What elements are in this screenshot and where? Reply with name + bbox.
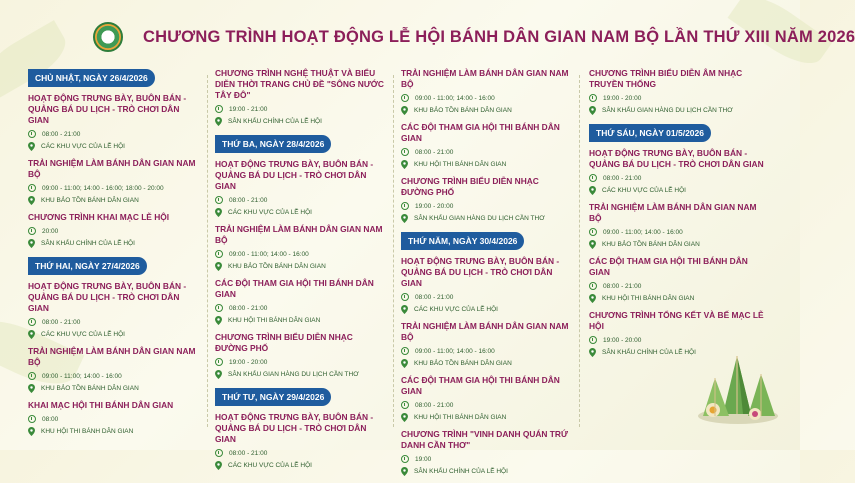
event-time [589, 94, 769, 102]
event-place [589, 294, 769, 303]
column-divider [207, 75, 208, 427]
event-title: TRẢI NGHIỆM LÀM BÁNH DÂN GIAN NAM BỘ [401, 321, 569, 342]
schedule-column-2 [215, 68, 387, 477]
event-place-text: KHU BẢO TỒN BÁNH DÂN GIAN [228, 263, 326, 270]
location-pin-icon [401, 106, 408, 115]
event-place [215, 262, 387, 271]
schedule-event [28, 212, 200, 248]
schedule-event [215, 332, 387, 379]
event-place [28, 196, 200, 205]
clock-icon [28, 184, 36, 192]
schedule-event [589, 68, 769, 115]
event-time [401, 148, 573, 156]
event-title: HOẠT ĐỘNG TRƯNG BÀY, BUÔN BÁN - QUẢNG BÁ DU LỊCH - TRÒ CHƠI DÂN GIAN [215, 412, 374, 444]
event-time [28, 227, 200, 235]
clock-icon [401, 347, 409, 355]
event-time [215, 196, 387, 204]
event-title: CHƯƠNG TRÌNH TỔNG KẾT VÀ BẾ MẠC LỄ HỘI [589, 310, 764, 331]
event-time [401, 455, 573, 463]
event-place [215, 316, 387, 325]
event-time-text: 09:00 - 11:00; 14:00 - 16:00 [415, 94, 495, 102]
location-pin-icon [215, 262, 222, 271]
event-title: CHƯƠNG TRÌNH BIỂU DIỄN NHẠC ĐƯỜNG PHỐ [215, 332, 353, 353]
column-divider [579, 75, 580, 427]
event-time [215, 105, 387, 113]
event-time-text: 19:00 - 20:00 [603, 336, 642, 344]
event-title: TRẢI NGHIỆM LÀM BÁNH DÂN GIAN NAM BỘ [401, 68, 569, 89]
event-place [589, 106, 769, 115]
event-title: CÁC ĐỘI THAM GIA HỘI THI BÁNH DÂN GIAN [401, 375, 560, 396]
event-place-text: SÂN KHẤU GIAN HÀNG DU LỊCH CẦN THƠ [414, 215, 545, 222]
clock-icon [401, 455, 409, 463]
event-time-text: 08:00 - 21:00 [229, 196, 268, 204]
event-title: CHƯƠNG TRÌNH BIỂU DIỄN NHẠC ĐƯỜNG PHỐ [401, 176, 539, 197]
event-title: CÁC ĐỘI THAM GIA HỘI THI BÁNH DÂN GIAN [589, 256, 748, 277]
header [0, 0, 855, 62]
schedule-event [401, 429, 573, 476]
schedule-column-3 [401, 68, 573, 483]
event-place-text: CÁC KHU VỰC CỦA LỄ HỘI [41, 331, 125, 338]
event-title: CHƯƠNG TRÌNH KHAI MẠC LỄ HỘI [28, 212, 170, 222]
event-time-text: 19:00 - 21:00 [229, 105, 268, 113]
schedule-event [215, 278, 387, 325]
event-time [589, 282, 769, 290]
clock-icon [215, 105, 223, 113]
event-title: HOẠT ĐỘNG TRƯNG BÀY, BUÔN BÁN - QUẢNG BÁ DU LỊCH - TRÒ CHƠI DÂN GIAN [28, 281, 187, 313]
day-badge: THỨ BA, NGÀY 28/4/2026 [215, 135, 331, 153]
event-time-text: 09:00 - 11:00; 14:00 - 16:00 [229, 250, 309, 258]
location-pin-icon [401, 214, 408, 223]
schedule-event [28, 281, 200, 339]
event-place [401, 214, 573, 223]
event-place-text: SÂN KHẤU CHÍNH CỦA LỄ HỘI [41, 240, 135, 247]
event-time [401, 94, 573, 102]
event-time-text: 09:00 - 11:00; 14:00 - 16:00; 18:00 - 20:00 [42, 184, 164, 192]
event-place [589, 240, 769, 249]
page-title: CHƯƠNG TRÌNH HOẠT ĐỘNG LỄ HỘI BÁNH DÂN GIAN NAM BỘ LẦN THỨ XIII NĂM 2026 [143, 28, 855, 46]
location-pin-icon [28, 427, 35, 436]
location-pin-icon [28, 196, 35, 205]
event-place [401, 106, 573, 115]
event-title: CÁC ĐỘI THAM GIA HỘI THI BÁNH DÂN GIAN [215, 278, 374, 299]
event-time-text: 08:00 - 21:00 [603, 282, 642, 290]
schedule-event [401, 176, 573, 223]
event-time [28, 415, 200, 423]
clock-icon [401, 401, 409, 409]
event-place [28, 384, 200, 393]
event-title: TRẢI NGHIỆM LÀM BÁNH DÂN GIAN NAM BỘ [28, 346, 196, 367]
event-time-text: 08:00 - 21:00 [42, 130, 81, 138]
clock-icon [401, 94, 409, 102]
event-place-text: KHU BẢO TỒN BÁNH DÂN GIAN [414, 360, 512, 367]
location-pin-icon [401, 413, 408, 422]
event-place [215, 370, 387, 379]
schedule-event [401, 256, 573, 314]
clock-icon [215, 250, 223, 258]
event-time-text: 19:00 [415, 455, 432, 463]
clock-icon [589, 174, 597, 182]
event-title: KHAI MẠC HỘI THI BÁNH DÂN GIAN [28, 400, 174, 410]
clock-icon [28, 227, 36, 235]
location-pin-icon [589, 186, 596, 195]
event-place-text: SÂN KHẤU CHÍNH CỦA LỄ HỘI [414, 468, 508, 475]
day-badge: THỨ HAI, NGÀY 27/4/2026 [28, 257, 147, 275]
event-place-text: KHU BẢO TỒN BÁNH DÂN GIAN [602, 241, 700, 248]
event-place [215, 461, 387, 470]
event-place [401, 413, 573, 422]
schedule-column-1 [28, 68, 200, 443]
location-pin-icon [401, 359, 408, 368]
schedule-event [401, 321, 573, 368]
event-time [589, 174, 769, 182]
event-time-text: 08:00 - 21:00 [229, 304, 268, 312]
event-time-text: 09:00 - 11:00; 14:00 - 16:00 [42, 372, 122, 380]
schedule-event [401, 122, 573, 169]
event-title: TRẢI NGHIỆM LÀM BÁNH DÂN GIAN NAM BỘ [215, 224, 383, 245]
event-place-text: SÂN KHẤU GIAN HÀNG DU LỊCH CẦN THƠ [602, 107, 733, 114]
event-place [28, 142, 200, 151]
location-pin-icon [589, 294, 596, 303]
clock-icon [28, 415, 36, 423]
clock-icon [215, 358, 223, 366]
event-time [401, 347, 573, 355]
location-pin-icon [28, 239, 35, 248]
event-time-text: 08:00 - 21:00 [415, 293, 454, 301]
event-time [215, 449, 387, 457]
event-time [401, 293, 573, 301]
event-title: CHƯƠNG TRÌNH BIỂU DIỄN ÂM NHẠC TRUYỀN THỐNG [589, 68, 743, 89]
event-place [401, 305, 573, 314]
clock-icon [589, 282, 597, 290]
event-place [28, 239, 200, 248]
schedule-event [28, 400, 200, 436]
day-badge: THỨ NĂM, NGÀY 30/4/2026 [401, 232, 524, 250]
event-time [215, 250, 387, 258]
schedule-event [215, 68, 387, 126]
event-time-text: 08:00 - 21:00 [603, 174, 642, 182]
schedule-event [401, 68, 573, 115]
event-place-text: SÂN KHẤU CHÍNH CỦA LỄ HỘI [602, 349, 696, 356]
schedule-event [215, 412, 387, 470]
event-place-text: CÁC KHU VỰC CỦA LỄ HỘI [41, 143, 125, 150]
event-place-text: KHU HỘI THI BÁNH DÂN GIAN [414, 161, 507, 168]
schedule-event [401, 375, 573, 422]
location-pin-icon [28, 330, 35, 339]
event-place-text: KHU HỘI THI BÁNH DÂN GIAN [414, 414, 507, 421]
event-time [215, 358, 387, 366]
location-pin-icon [401, 305, 408, 314]
schedule-column-4 [589, 68, 769, 364]
schedule-event [215, 224, 387, 271]
clock-icon [401, 148, 409, 156]
clock-icon [28, 130, 36, 138]
location-pin-icon [215, 370, 222, 379]
event-time-text: 08:00 - 21:00 [42, 318, 81, 326]
event-title: HOẠT ĐỘNG TRƯNG BÀY, BUÔN BÁN - QUẢNG BÁ DU LỊCH - TRÒ CHƠI DÂN GIAN [28, 93, 187, 125]
schedule-event [28, 158, 200, 205]
event-place-text: KHU HỘI THI BÁNH DÂN GIAN [41, 428, 134, 435]
location-pin-icon [401, 160, 408, 169]
clock-icon [401, 202, 409, 210]
event-place-text: KHU HỘI THI BÁNH DÂN GIAN [228, 317, 321, 324]
event-time-text: 09:00 - 11:00; 14:00 - 16:00 [415, 347, 495, 355]
event-time-text: 09:00 - 11:00; 14:00 - 16:00 [603, 228, 683, 236]
event-time [28, 318, 200, 326]
location-pin-icon [28, 142, 35, 151]
event-place-text: SÂN KHẤU CHÍNH CỦA LỄ HỘI [228, 118, 322, 125]
event-title: HOẠT ĐỘNG TRƯNG BÀY, BUÔN BÁN - QUẢNG BÁ DU LỊCH - TRÒ CHƠI DÂN GIAN [589, 148, 764, 169]
event-place-text: SÂN KHẤU GIAN HÀNG DU LỊCH CẦN THƠ [228, 371, 359, 378]
event-title: HOẠT ĐỘNG TRƯNG BÀY, BUÔN BÁN - QUẢNG BÁ DU LỊCH - TRÒ CHƠI DÂN GIAN [401, 256, 560, 288]
event-place-text: KHU BẢO TỒN BÁNH DÂN GIAN [41, 385, 139, 392]
location-pin-icon [215, 117, 222, 126]
event-time [28, 184, 200, 192]
event-time [401, 202, 573, 210]
location-pin-icon [28, 384, 35, 393]
event-place [215, 208, 387, 217]
event-time-text: 19:00 - 20:00 [229, 358, 268, 366]
event-place [401, 359, 573, 368]
clock-icon [401, 293, 409, 301]
schedule-event [589, 256, 769, 303]
event-time [28, 372, 200, 380]
event-title: CÁC ĐỘI THAM GIA HỘI THI BÁNH DÂN GIAN [401, 122, 560, 143]
location-pin-icon [215, 208, 222, 217]
event-place-text: KHU BẢO TỒN BÁNH DÂN GIAN [414, 107, 512, 114]
column-divider [393, 75, 394, 427]
event-place [28, 427, 200, 436]
event-place [215, 117, 387, 126]
clock-icon [215, 196, 223, 204]
event-place [401, 467, 573, 476]
location-pin-icon [589, 106, 596, 115]
day-badge: THỨ SÁU, NGÀY 01/5/2026 [589, 124, 711, 142]
festival-logo [93, 22, 123, 52]
schedule-event [589, 202, 769, 249]
schedule-event [28, 93, 200, 151]
event-place [589, 186, 769, 195]
location-pin-icon [215, 316, 222, 325]
schedule-event [589, 148, 769, 195]
clock-icon [28, 372, 36, 380]
event-time-text: 19:00 - 20:00 [415, 202, 454, 210]
event-time-text: 19:00 - 20:00 [603, 94, 642, 102]
clock-icon [589, 228, 597, 236]
event-title: TRẢI NGHIỆM LÀM BÁNH DÂN GIAN NAM BỘ [28, 158, 196, 179]
location-pin-icon [589, 348, 596, 357]
event-place-text: CÁC KHU VỰC CỦA LỄ HỘI [228, 462, 312, 469]
location-pin-icon [589, 240, 596, 249]
banh-tet-illustration [693, 336, 783, 426]
event-place-text: KHU BẢO TỒN BÁNH DÂN GIAN [41, 197, 139, 204]
event-title: TRẢI NGHIỆM LÀM BÁNH DÂN GIAN NAM BỘ [589, 202, 757, 223]
clock-icon [28, 318, 36, 326]
event-place [28, 330, 200, 339]
clock-icon [589, 94, 597, 102]
clock-icon [589, 336, 597, 344]
clock-icon [215, 449, 223, 457]
event-time [589, 228, 769, 236]
event-title: CHƯƠNG TRÌNH "VINH DANH QUÁN TRỨ DANH CẦN THƠ" [401, 429, 568, 450]
event-time-text: 08:00 - 21:00 [415, 401, 454, 409]
location-pin-icon [401, 467, 408, 476]
event-place-text: CÁC KHU VỰC CỦA LỄ HỘI [228, 209, 312, 216]
event-title: HOẠT ĐỘNG TRƯNG BÀY, BUÔN BÁN - QUẢNG BÁ DU LỊCH - TRÒ CHƠI DÂN GIAN [215, 159, 374, 191]
event-place [401, 160, 573, 169]
event-title: CHƯƠNG TRÌNH NGHỆ THUẬT VÀ BIỂU DIỄN THỜI TRANG CHỦ ĐỀ "SÔNG NƯỚC TÂY ĐÔ" [215, 68, 384, 100]
event-place-text: CÁC KHU VỰC CỦA LỄ HỘI [602, 187, 686, 194]
schedule-event [215, 159, 387, 217]
event-place-text: KHU HỘI THI BÁNH DÂN GIAN [602, 295, 695, 302]
event-time [215, 304, 387, 312]
clock-icon [215, 304, 223, 312]
event-time-text: 08:00 [42, 415, 59, 423]
event-time-text: 08:00 - 21:00 [229, 449, 268, 457]
location-pin-icon [215, 461, 222, 470]
event-time-text: 20:00 [42, 227, 59, 235]
event-place-text: CÁC KHU VỰC CỦA LỄ HỘI [414, 306, 498, 313]
day-badge: THỨ TƯ, NGÀY 29/4/2026 [215, 388, 331, 406]
schedule-event [28, 346, 200, 393]
event-time [401, 401, 573, 409]
event-time [28, 130, 200, 138]
event-time-text: 08:00 - 21:00 [415, 148, 454, 156]
day-badge: CHỦ NHẬT, NGÀY 26/4/2026 [28, 69, 155, 87]
